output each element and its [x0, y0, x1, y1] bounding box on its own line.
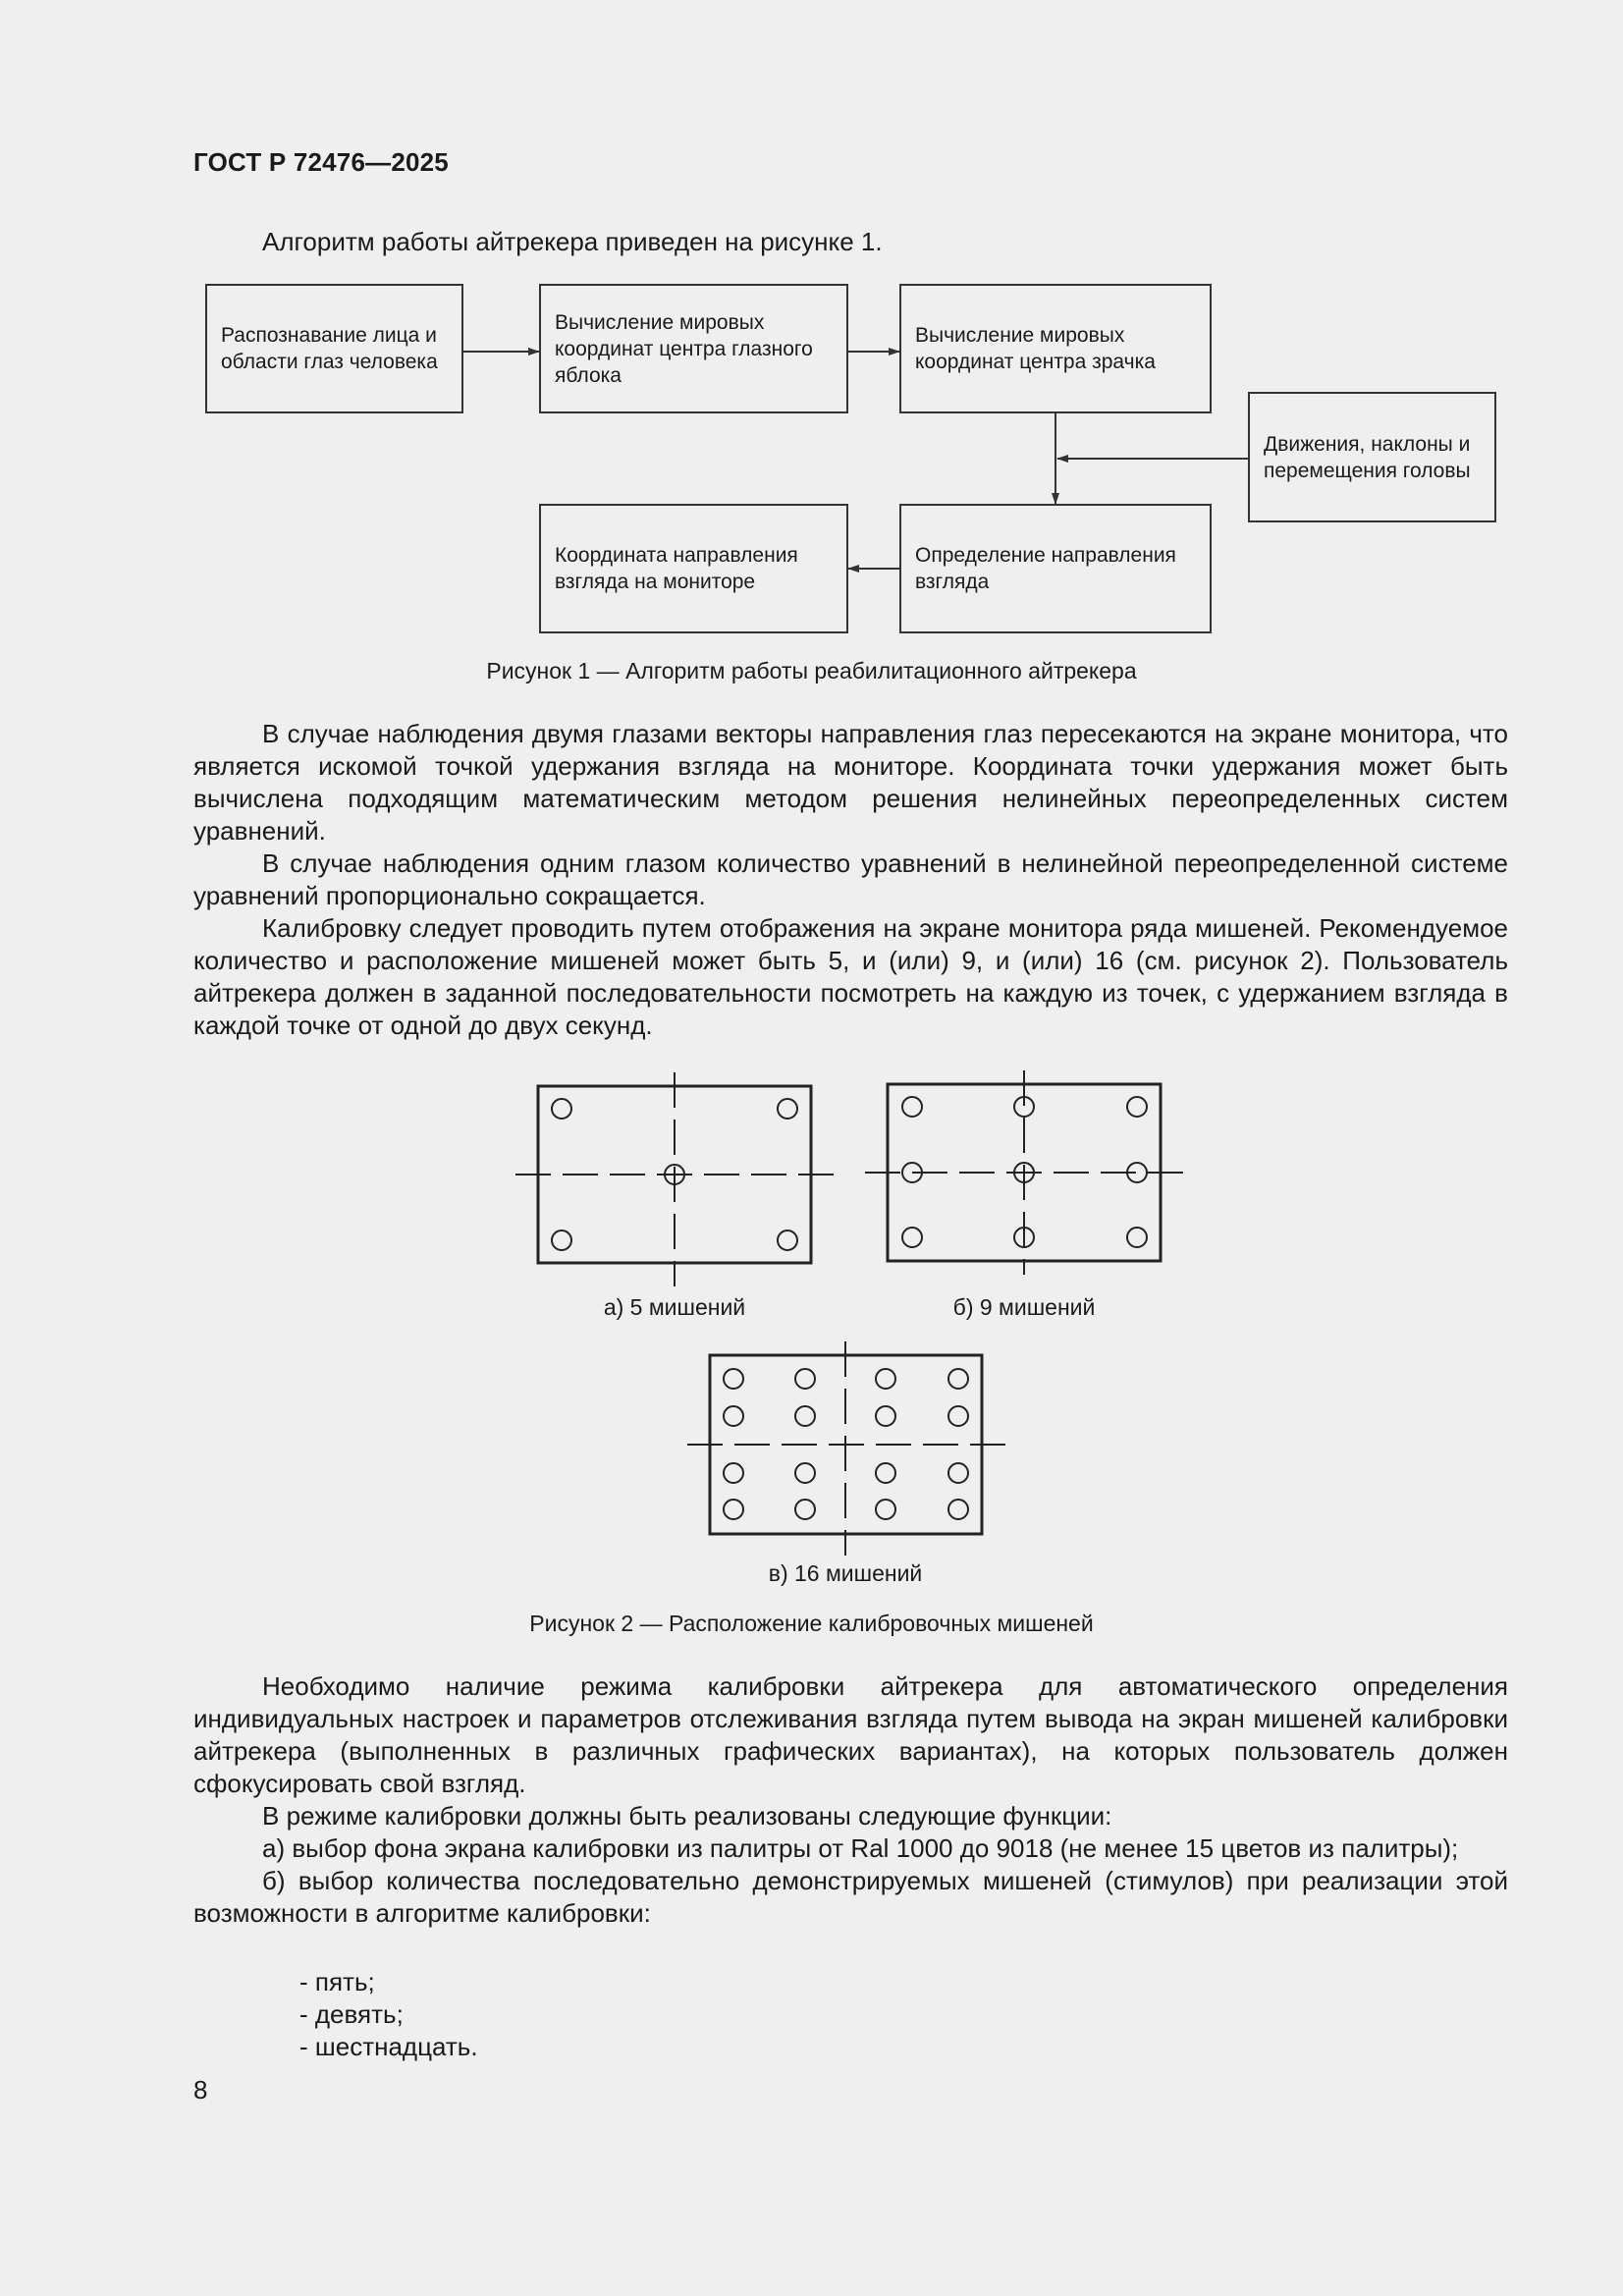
paragraph: а) выбор фона экрана калибровки из палитры от Ral 1000 до 9018 (не менее 15 цветов из палитры);: [262, 1833, 1459, 1863]
target-circle: [1127, 1097, 1147, 1117]
target-circle: [948, 1463, 968, 1483]
box-text-line: области глаз человека: [221, 351, 438, 373]
target-circle: [795, 1406, 815, 1426]
page-number: 8: [193, 2075, 208, 2105]
document-code: ГОСТ Р 72476—2025: [193, 147, 449, 177]
target-circle: [724, 1406, 743, 1426]
box-text-line: Координата направления: [555, 544, 798, 567]
target-circle: [795, 1500, 815, 1519]
box-text-line: Вычисление мировых: [555, 310, 765, 334]
target-circle: [948, 1500, 968, 1519]
paragraph: В случае наблюдения двумя глазами векторы направления глаз пересекаются на экране монитора, что является искомой точкой удержания взгляда на мониторе. Координата точки удержания может быть вычислена подходящим математическим методом решения нелинейных переопределенных систем уравнений.: [193, 719, 1508, 846]
target-circle: [552, 1099, 571, 1119]
box-text-line: яблока: [555, 363, 622, 387]
target-circle: [778, 1099, 797, 1119]
box-text-line: Распознавание лица и: [221, 324, 437, 347]
box-text-line: Определение направления: [915, 544, 1176, 567]
target-circle: [948, 1369, 968, 1389]
paragraph: В режиме калибровки должны быть реализованы следующие функции:: [262, 1801, 1112, 1831]
box-text-line: перемещения головы: [1264, 459, 1471, 482]
target-circle: [724, 1500, 743, 1519]
target-circle: [876, 1369, 895, 1389]
target-circle: [778, 1230, 797, 1250]
target-circle: [902, 1228, 922, 1247]
target-circle: [876, 1500, 895, 1519]
subcaption-c: в) 16 мишений: [768, 1560, 923, 1586]
target-circle: [876, 1463, 895, 1483]
target-circle: [795, 1463, 815, 1483]
box-text-line: координат центра зрачка: [915, 351, 1156, 373]
paragraph: Необходимо наличие режима калибровки айтрекера для автоматического определения индивидуальных настроек и параметров отслеживания взгляда путем вывода на экран мишеней калибровки айтрекера (выполненных в различных графических вариантах), на которых пользователь должен сфокусировать свой взгляд.: [193, 1671, 1508, 1798]
target-circle: [902, 1097, 922, 1117]
target-circle: [1127, 1228, 1147, 1247]
box-text-line: взгляда на мониторе: [555, 571, 756, 593]
box-text-line: Движения, наклоны и: [1264, 432, 1471, 456]
paragraph: б) выбор количества последовательно демонстрируемых мишеней (стимулов) при реализации этой возможности в алгоритме калибровки:: [193, 1866, 1508, 1928]
figure1-caption: Рисунок 1 — Алгоритм работы реабилитационного айтрекера: [486, 658, 1137, 683]
subcaption-b: б) 9 мишений: [952, 1294, 1096, 1320]
box-text-line: координат центра глазного: [555, 337, 813, 360]
target-circle: [724, 1463, 743, 1483]
target-circle: [948, 1406, 968, 1426]
list-item: - пять;: [299, 1967, 375, 1996]
target-circle: [876, 1406, 895, 1426]
subcaption-a: а) 5 мишений: [603, 1294, 746, 1320]
target-circle: [552, 1230, 571, 1250]
figure2-caption: Рисунок 2 — Расположение калибровочных мишеней: [529, 1611, 1094, 1636]
box-text-line: Вычисление мировых: [915, 324, 1125, 347]
list-item: - девять;: [299, 1999, 404, 2029]
target-circle: [724, 1369, 743, 1389]
list-item: - шестнадцать.: [299, 2032, 478, 2061]
intro-text: Алгоритм работы айтрекера приведен на рисунке 1.: [262, 227, 883, 256]
target-circle: [795, 1369, 815, 1389]
box-text-line: взгляда: [915, 571, 990, 593]
paragraph: В случае наблюдения одним глазом количество уравнений в нелинейной переопределенной системе уравнений пропорционально сокращается.: [193, 848, 1508, 910]
paragraph: Калибровку следует проводить путем отображения на экране монитора ряда мишеней. Рекомендуемое количество и расположение мишеней может быть 5, и (или) 9, и (или) 16 (см. рисунок 2). Пользователь айтрекера должен в заданной последовательности посмотреть на каждую из точек, с удержанием взгляда в каждой точке от одной до двух секунд.: [193, 913, 1508, 1040]
body-paragraphs-2: [193, 1670, 1508, 1930]
